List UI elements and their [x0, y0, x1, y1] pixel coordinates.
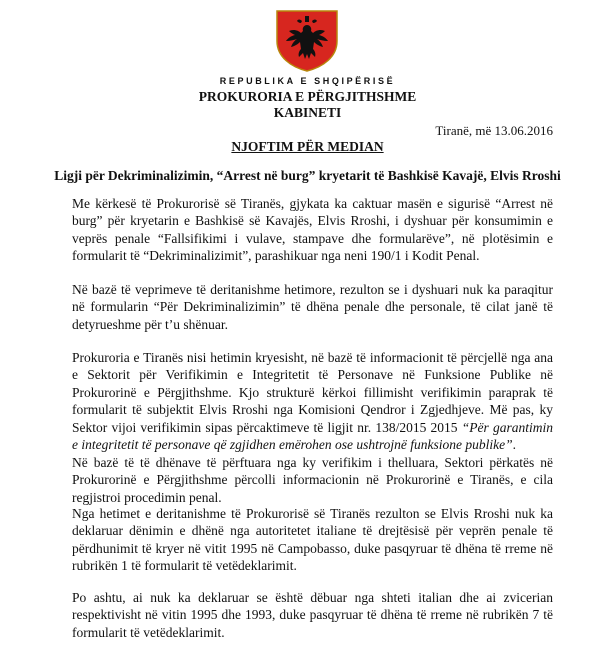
- paragraph-4: Në bazë të të dhënave të përftuara nga ky verifikim i thelluara, Sektori përkatës në Prokurorinë e Përgjithshme përcolli informacionin në Prokurorinë e Tiranës, e cila regjistroi procedimin penal.: [72, 455, 553, 505]
- albanian-emblem-icon: [271, 7, 343, 73]
- office-line-2: KABINETI: [273, 105, 342, 120]
- office-line-1: PROKURORIA E PËRGJITHSHME: [198, 89, 417, 104]
- release-subtitle: Ligji për Dekriminalizimin, “Arrest në burg” kryetarit të Bashkisë Kavajë, Elvis Rroshi: [54, 168, 561, 183]
- paragraph-2: Në bazë të veprimeve të deritanishme hetimore, rezulton se i dyshuari nuk ka paraqitur në formularin “Për Dekriminalizimin” të dhëna penale dhe personale, të cilat janë të detyrueshme për t’u shënuar.: [72, 282, 553, 332]
- release-date: Tiranë, më 13.06.2016: [435, 123, 553, 138]
- page-title: NJOFTIM PËR MEDIAN: [231, 139, 384, 154]
- paragraph-3-text: Prokuroria e Tiranës nisi hetimin kryesisht, në bazë të informacionit të përcjellë nga ana e Sektorit për Verifikimin e Integritetit të Personave në Funksione Publike në Prokurorinë e Përgjithshme. Kjo strukturë kërkoi fillimisht verifikimin paraprak të formularit të subjektit Elvis Rroshi nga Komisioni Qendror i Zgjedhjeve. Më pas, ky Sektor vijoi verifikimin sipas përcaktimeve të ligjit nr. 138/2015 2015: [72, 350, 553, 435]
- republic-name: REPUBLIKA E SHQIPËRISË: [219, 76, 396, 86]
- paragraph-3-end: .: [512, 437, 517, 453]
- paragraph-3: [72, 349, 553, 453]
- paragraph-1: Me kërkesë të Prokurorisë së Tiranës, gjykata ka caktuar masën e sigurisë “Arrest në burg” për kryetarin e Bashkisë së Kavajës, Elvis Rroshi, i dyshuar për konsumimin e veprës penale “Fallsifikimi i vulave, stampave dhe formularëve”, në plotësimin e formularit të “Dekriminalizimit”, parashikuar nga neni 190/1 i Kodit Penal.: [72, 196, 553, 264]
- paragraph-6: Po ashtu, ai nuk ka deklaruar se është dëbuar nga shteti italian dhe ai zvicerian respektivisht në vitin 1995 dhe 1993, duke pasqyruar të dhëna të rreme në rubrikën 7 të formularit të vetëdeklarimit.: [72, 590, 553, 640]
- law-title: “Për garantimin e integritetit të personave që zgjidhen emërohen ose ushtrojnë funksione publike”: [72, 419, 553, 453]
- paragraph-5: Nga hetimet e deritanishme të Prokurorisë së Tiranës rezulton se Elvis Rroshi nuk ka deklaruar dënimin e dhënë nga autoritetet italiane të drejtësisë për veprën penale të përdhunimit të kryer në vitit 1995 në Campobasso, duke pasqyruar të dhëna të rreme në rubrikën 1 të formularit të vetëdeklarimit.: [72, 506, 553, 574]
- office-name: [0, 89, 615, 121]
